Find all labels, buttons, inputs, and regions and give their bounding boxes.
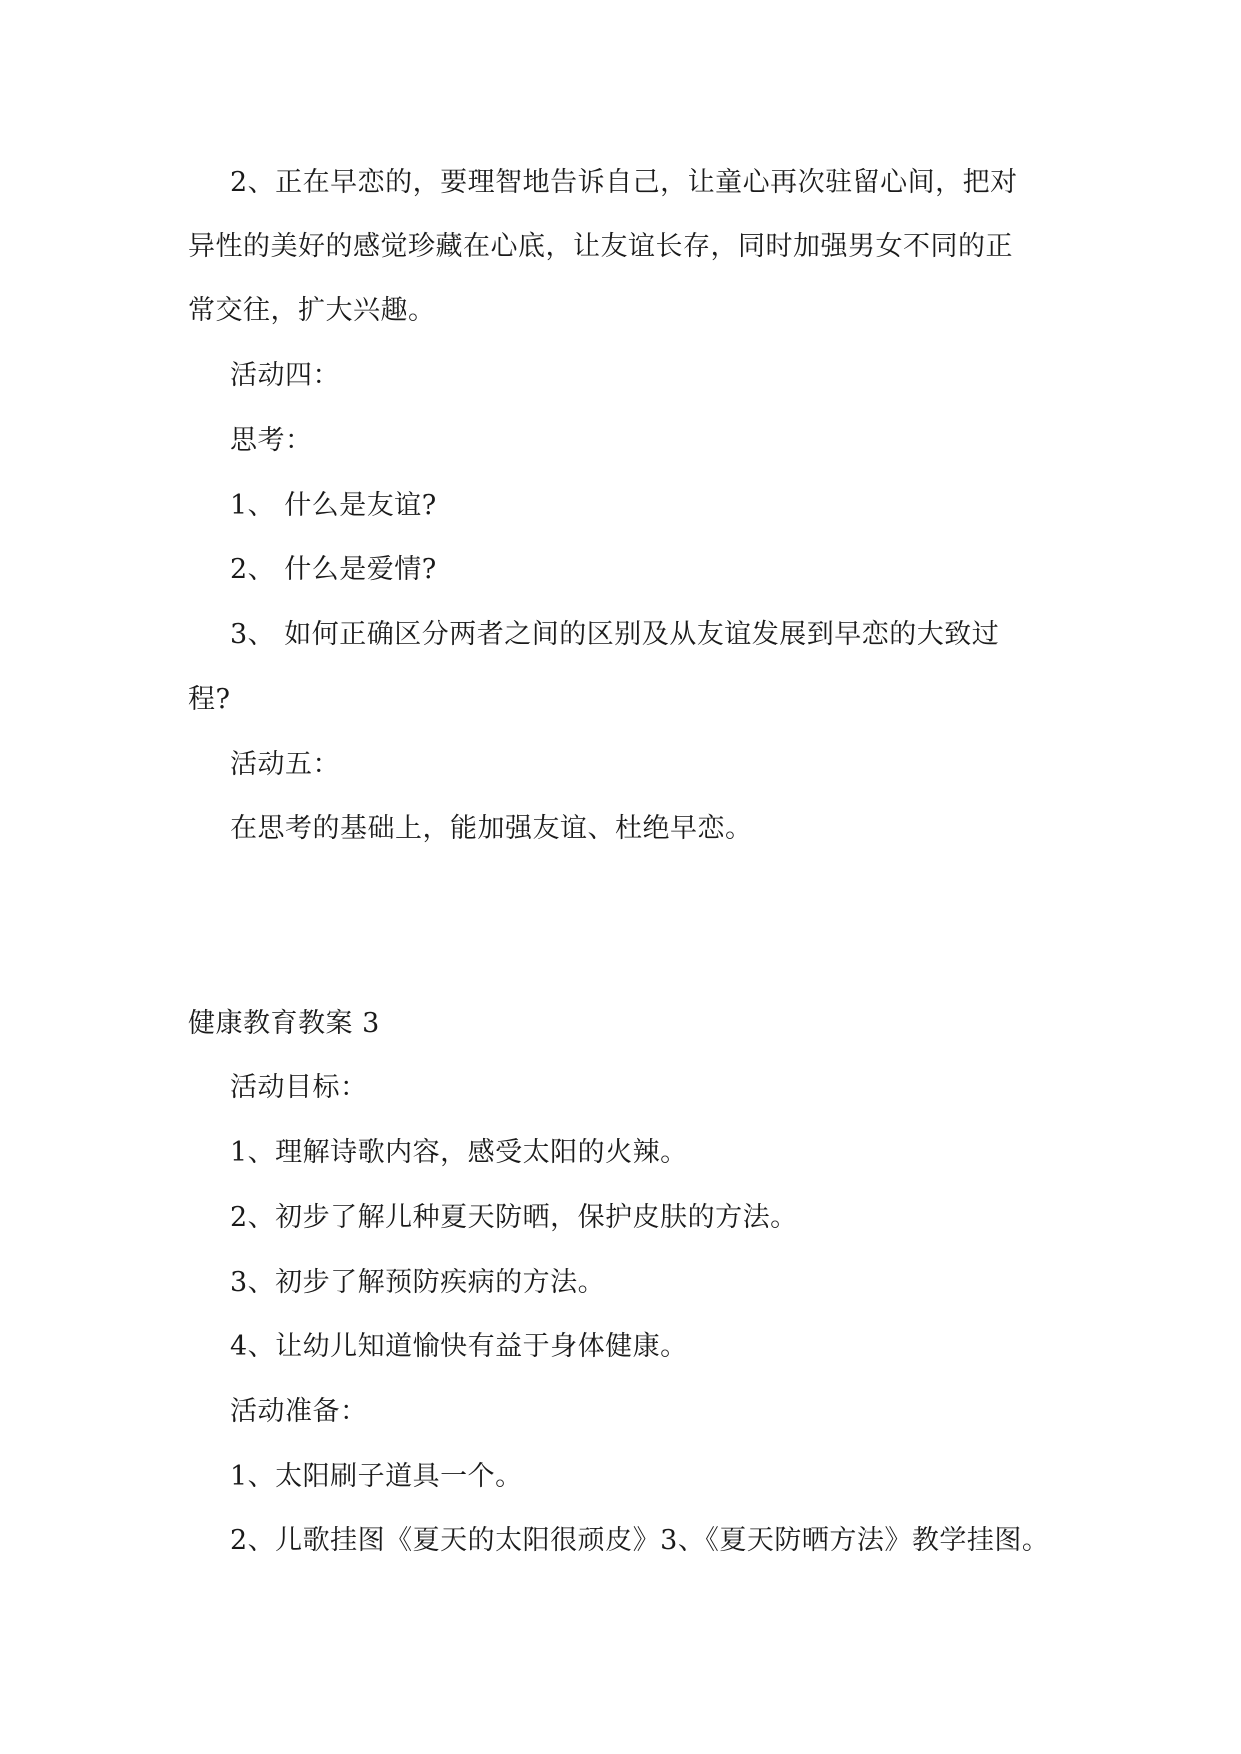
activity-4-heading: 活动四： <box>230 360 340 391</box>
preparation-heading: 活动准备： <box>230 1396 368 1427</box>
activity-5-heading: 活动五： <box>230 749 340 780</box>
paragraph-line-3: 常交往，扩大兴趣。 <box>188 295 436 326</box>
preparation-2: 2、儿歌挂图《夏天的太阳很顽皮》3、《夏天防晒方法》教学挂图。 <box>230 1525 1050 1556</box>
question-2: 2、 什么是爱情? <box>230 554 437 585</box>
activity-5-text: 在思考的基础上，能加强友谊、杜绝早恋。 <box>230 813 753 844</box>
question-3-continued: 程? <box>188 684 231 715</box>
goals-heading: 活动目标： <box>230 1072 368 1103</box>
goal-2: 2、初步了解儿种夏天防晒，保护皮肤的方法。 <box>230 1202 798 1233</box>
preparation-1: 1、太阳刷子道具一个。 <box>230 1461 523 1492</box>
section-title: 健康教育教案 3 <box>188 1008 380 1039</box>
paragraph-line-2: 异性的美好的感觉珍藏在心底，让友谊长存，同时加强男女不同的正 <box>188 231 1013 262</box>
question-3: 3、 如何正确区分两者之间的区别及从友谊发展到早恋的大致过 <box>230 619 1000 650</box>
goal-3: 3、初步了解预防疾病的方法。 <box>230 1267 606 1298</box>
paragraph-line-1: 2、正在早恋的，要理智地告诉自己，让童心再次驻留心间，把对 <box>230 167 1018 198</box>
think-heading: 思考： <box>230 425 313 456</box>
goal-4: 4、让幼儿知道愉快有益于身体健康。 <box>230 1331 688 1362</box>
question-1: 1、 什么是友谊? <box>230 490 437 521</box>
goal-1: 1、理解诗歌内容，感受太阳的火辣。 <box>230 1137 688 1168</box>
